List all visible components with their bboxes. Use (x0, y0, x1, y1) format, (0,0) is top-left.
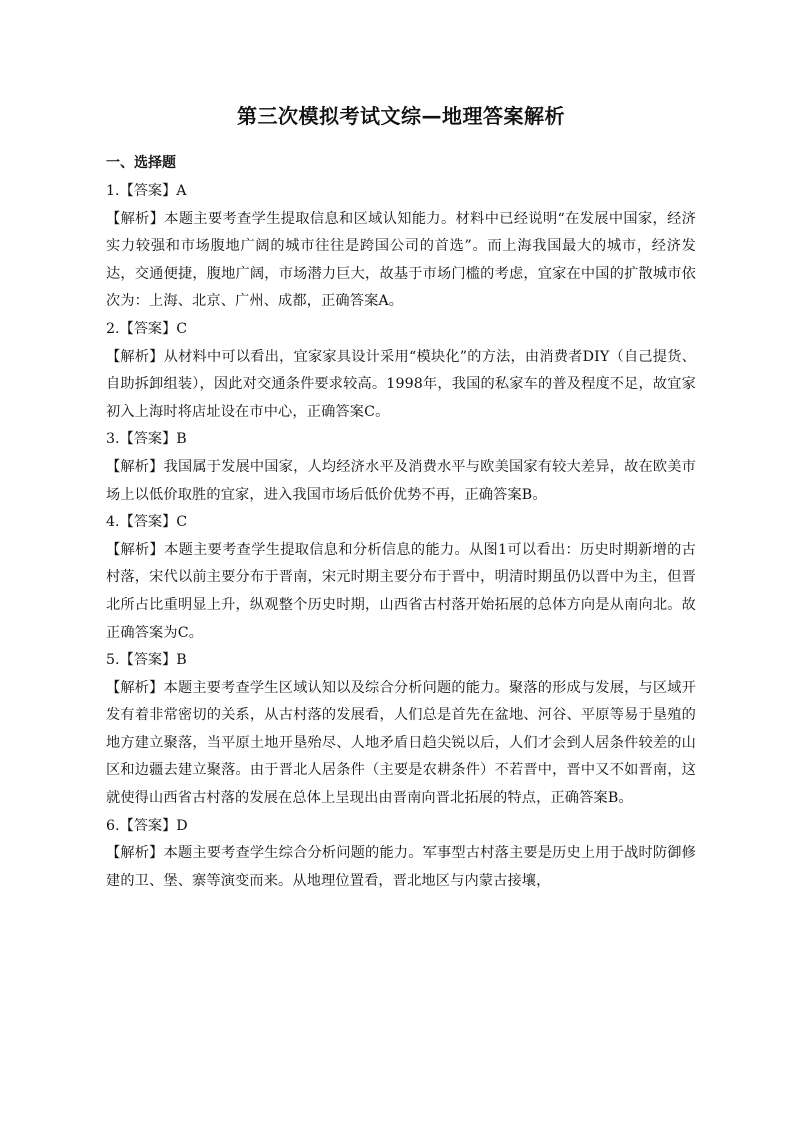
explanation-paragraph: 【解析】本题主要考查学生综合分析问题的能力。军事型古村落主要是历史上用于战时防御修建的卫、堡、寨等演变而来。从地理位置看，晋北地区与内蒙古接壤， (106, 845, 696, 889)
explanation-paragraph: 【解析】我国属于发展中国家，人均经济水平及消费水平与欧美国家有较大差异，故在欧美市场上以低价取胜的宜家，进入我国市场后低价优势不再，正确答案B。 (106, 458, 696, 503)
question-item (106, 178, 696, 316)
question-item (106, 509, 696, 647)
explanation-paragraph: 【解析】本题主要考查学生提取信息和分析信息的能力。从图1可以看出：历史时期新增的古村落，宋代以前主要分布于晋南，宋元时期主要分布于晋中，明清时期虽仍以晋中为主，但晋北所占比重明显上升，纵观整个历史时期，山西省古村落开始拓展的总体方向是从南向北。故正确答案为C。 (106, 541, 696, 641)
answer-line: 1.【答案】A (106, 183, 187, 199)
question-item (106, 813, 696, 896)
answer-line: 2.【答案】C (106, 320, 188, 337)
answer-line: 5.【答案】B (106, 652, 187, 669)
explanation-paragraph: 【解析】从材料中可以看出，宜家家具设计采用“模块化”的方法，由消费者DIY（自己提货、自助拆卸组装），因此对交通条件要求较高。1998年，我国的私家车的普及程度不足，故宜家初入上海时将店址设在市中心，正确答案C。 (106, 348, 696, 420)
section-heading: 一、选择题 (106, 155, 176, 171)
answer-line: 4.【答案】C (106, 514, 188, 531)
question-item (106, 316, 696, 426)
explanation-paragraph: 【解析】本题主要考查学生区域认知以及综合分析问题的能力。聚落的形成与发展，与区域开发有着非常密切的关系，从古村落的发展看，人们总是首先在盆地、河谷、平原等易于垦殖的地方建立聚落，当平原土地开垦殆尽、人地矛盾日趋尖锐以后，人们才会到人居条件较差的山区和边疆去建立聚落。由于晋北人居条件（主要是农耕条件）不若晋中，晋中又不如晋南，这就使得山西省古村落的发展在总体上呈现出由晋南向晋北拓展的特点，正确答案B。 (106, 679, 696, 807)
answer-line: 3.【答案】B (106, 431, 187, 448)
question-item (106, 647, 696, 813)
explanation-paragraph: 【解析】本题主要考查学生提取信息和区域认知能力。材料中已经说明“在发展中国家，经济实力较强和市场腹地广阔的城市往往是跨国公司的首选”。而上海我国最大的城市，经济发达，交通便捷，腹地广阔，市场潜力巨大，故基于市场门槛的考虑，宜家在中国的扩散城市依次为：上海、北京、广州、成都，正确答案A。 (106, 210, 696, 310)
page-title: 第三次模拟考试文综—地理答案解析 (237, 104, 565, 128)
answer-line: 6.【答案】D (106, 817, 188, 834)
question-item (106, 426, 696, 509)
